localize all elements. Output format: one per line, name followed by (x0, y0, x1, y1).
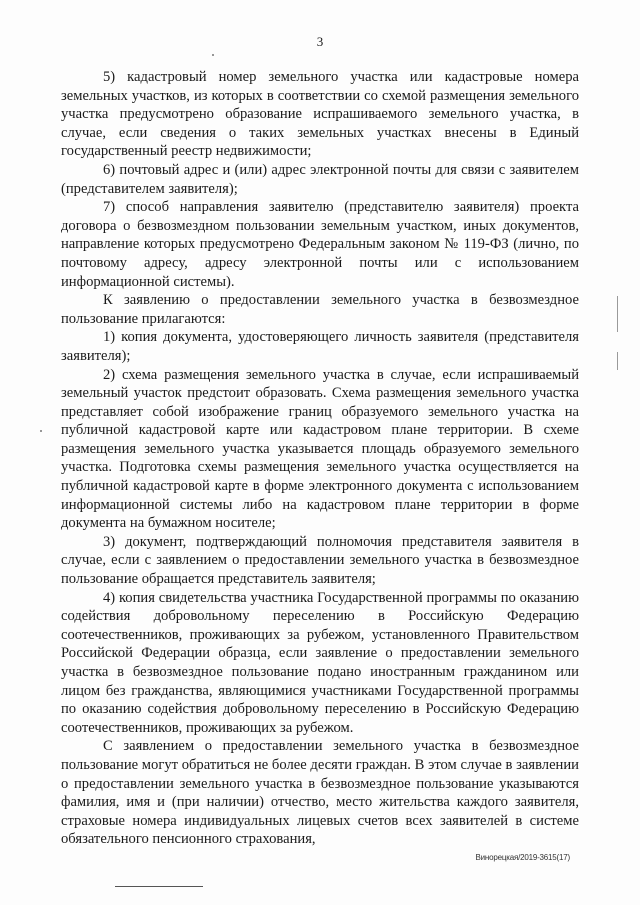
paragraph-attachment-1: 1) копия документа, удостоверяющего личность заявителя (представителя заявителя); (61, 329, 579, 364)
paragraph-item-6: 6) почтовый адрес и (или) адрес электронной почты для связи с заявителем (представителем заявителя); (61, 161, 579, 197)
paragraph-joint-application: С заявлением о предоставлении земельного участка в безвозмездное пользование могут обратиться не более десяти граждан. В этом случае в заявлении о предоставлении земельного участка в безвозмездное пользование указываются фамилия, имя и (при наличии) отчество, место жительства каждого заявителя, страховые номера индивидуальных лицевых счетов всех заявителей в системе обязательного пенсионного страхования, (61, 738, 579, 848)
footer-document-code: Винорецкая/2019-3615(17) (475, 853, 570, 862)
page-number: 3 (316, 34, 324, 49)
scan-edge-mark (617, 296, 618, 332)
paragraph-attachment-4: 4) копия свидетельства участника Государственной программы по оказанию содействия добровольному переселению в Российскую Федерацию соотечественников, проживающих за рубежом, установленного Правительством Российской Федерации образца, если заявление о предоставлении земельного участка в безвозмездное пользование подано иностранным гражданином или лицом без гражданства, являющимися участниками Государственной программы по оказанию содействия добровольному переселению в Российскую Федерацию соотечественников, проживающих за рубежом. (61, 589, 579, 736)
scan-edge-mark (617, 352, 618, 370)
paragraph-attachment-3: 3) документ, подтверждающий полномочия представителя заявителя в случае, если с заявлением о предоставлении земельного участка в безвозмездное пользование обращается представитель заявителя; (61, 533, 579, 588)
paragraph-item-5: 5) кадастровый номер земельного участка или кадастровые номера земельных участков, из которых в соответствии со схемой размещения земельного участка предусмотрено образование испрашиваемого земельного участка, в случае, если сведения о таких земельных участках внесены в Единый государственный реестр недвижимости; (61, 69, 579, 160)
paragraph-item-7: 7) способ направления заявителю (представителю заявителя) проекта договора о безвозмездном пользовании земельным участком, иных документов, направление которых предусмотрено Федеральным законом № 119-ФЗ (лично, по почтовому адресу, адресу электронной почты или с использованием информационной системы). (61, 199, 579, 290)
document-body (61, 68, 579, 849)
paragraph-attachments-intro: К заявлению о предоставлении земельного участка в безвозмездное пользование прилагаются: (61, 292, 579, 327)
scan-speck (212, 54, 214, 56)
footer-rule (115, 886, 203, 887)
paragraph-attachment-2: 2) схема размещения земельного участка в случае, если испрашиваемый земельный участок предстоит образовать. Схема размещения земельного участка представляет собой изображение границ образуемого земельного участка на публичной кадастровой карте или кадастровом плане территории. В схеме размещения земельного участка указывается площадь образуемого земельного участка. Подготовка схемы размещения земельного участка осуществляется на публичной кадастровой карте в форме электронного документа с использованием информационной системы либо на кадастровом плане территории в форме документа на бумажном носителе; (61, 366, 579, 532)
scan-speck (40, 430, 42, 432)
